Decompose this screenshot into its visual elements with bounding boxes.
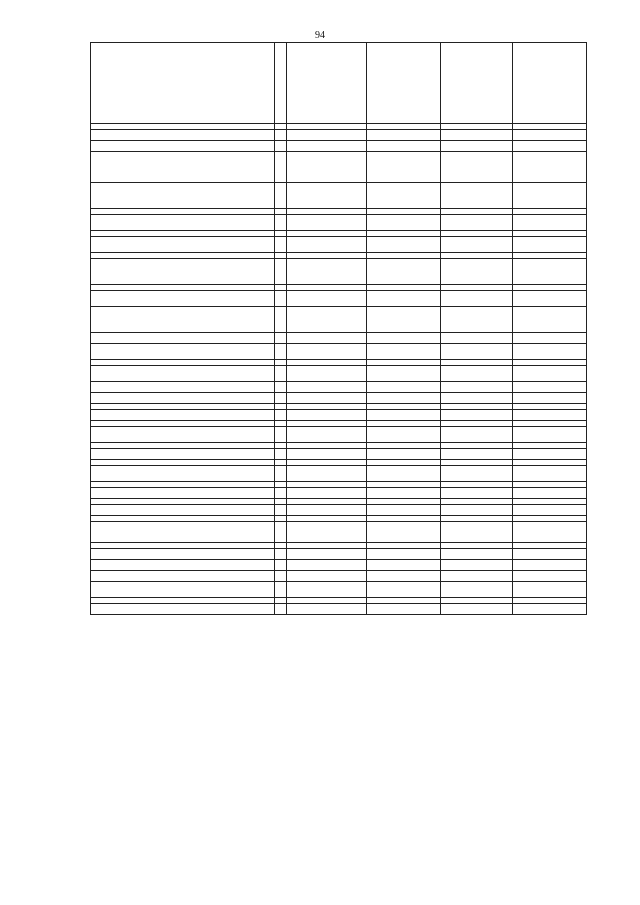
table-cell	[513, 130, 587, 141]
table-cell	[275, 291, 287, 307]
table-cell	[441, 488, 513, 499]
table-cell	[91, 604, 275, 615]
table-cell	[513, 43, 587, 124]
table-row	[91, 466, 587, 482]
table-cell	[441, 333, 513, 344]
table-cell	[287, 141, 367, 152]
table-row	[91, 333, 587, 344]
table-cell	[513, 152, 587, 183]
table-row	[91, 427, 587, 443]
table-cell	[91, 215, 275, 231]
table-cell	[91, 582, 275, 598]
table-cell	[275, 130, 287, 141]
table-cell	[275, 259, 287, 285]
table-cell	[513, 382, 587, 393]
table-cell	[441, 522, 513, 543]
table-cell	[513, 427, 587, 443]
table-cell	[441, 449, 513, 460]
table-row	[91, 152, 587, 183]
table-cell	[91, 488, 275, 499]
table-cell	[91, 344, 275, 360]
table-cell	[275, 393, 287, 404]
table-cell	[441, 307, 513, 333]
table-cell	[287, 291, 367, 307]
table-cell	[367, 43, 441, 124]
table-row	[91, 582, 587, 598]
table-cell	[91, 307, 275, 333]
table-cell	[441, 152, 513, 183]
table-cell	[287, 43, 367, 124]
table-cell	[287, 130, 367, 141]
table-cell	[513, 410, 587, 421]
table-cell	[275, 183, 287, 209]
table-row	[91, 130, 587, 141]
table-row	[91, 215, 587, 231]
table-cell	[513, 522, 587, 543]
table-cell	[287, 344, 367, 360]
table-cell	[441, 344, 513, 360]
table-cell	[367, 582, 441, 598]
table-cell	[287, 449, 367, 460]
table-row	[91, 382, 587, 393]
table-cell	[287, 522, 367, 543]
table-cell	[91, 130, 275, 141]
table-cell	[287, 505, 367, 516]
table-cell	[287, 366, 367, 382]
table-cell	[275, 333, 287, 344]
table-cell	[367, 488, 441, 499]
table-cell	[513, 488, 587, 499]
table-cell	[513, 393, 587, 404]
table-cell	[367, 410, 441, 421]
table-cell	[287, 215, 367, 231]
table-cell	[91, 560, 275, 571]
table-row	[91, 393, 587, 404]
table-cell	[91, 410, 275, 421]
table-row	[91, 366, 587, 382]
table-cell	[275, 427, 287, 443]
table-cell	[91, 571, 275, 582]
table-cell	[275, 449, 287, 460]
table-cell	[441, 466, 513, 482]
table-cell	[275, 604, 287, 615]
table-row	[91, 522, 587, 543]
table-cell	[367, 307, 441, 333]
table-cell	[367, 604, 441, 615]
table-cell	[513, 259, 587, 285]
table-cell	[367, 344, 441, 360]
table-cell	[513, 307, 587, 333]
table-cell	[367, 215, 441, 231]
table-cell	[91, 237, 275, 253]
table-cell	[367, 522, 441, 543]
table-cell	[441, 582, 513, 598]
table-cell	[367, 130, 441, 141]
table-cell	[513, 505, 587, 516]
table-cell	[275, 571, 287, 582]
table-cell	[275, 366, 287, 382]
table-cell	[367, 449, 441, 460]
table-cell	[441, 604, 513, 615]
table-cell	[441, 215, 513, 231]
table-row	[91, 237, 587, 253]
table-cell	[91, 466, 275, 482]
table-cell	[367, 560, 441, 571]
table-cell	[367, 152, 441, 183]
table-cell	[513, 582, 587, 598]
budget-table	[90, 42, 587, 615]
table-cell	[91, 382, 275, 393]
table-cell	[275, 466, 287, 482]
table-cell	[275, 410, 287, 421]
table-row	[91, 291, 587, 307]
table-cell	[275, 382, 287, 393]
table-row	[91, 183, 587, 209]
table-cell	[287, 333, 367, 344]
table-cell	[441, 259, 513, 285]
table-cell	[275, 237, 287, 253]
table-cell	[513, 141, 587, 152]
table-cell	[91, 522, 275, 543]
table-cell	[441, 183, 513, 209]
table-row	[91, 344, 587, 360]
table-cell	[513, 549, 587, 560]
table-cell	[275, 344, 287, 360]
table-cell	[287, 604, 367, 615]
table-cell	[367, 393, 441, 404]
table-cell	[275, 560, 287, 571]
table-cell	[441, 410, 513, 421]
table-cell	[91, 333, 275, 344]
table-cell	[513, 604, 587, 615]
table-cell	[367, 505, 441, 516]
table-cell	[275, 152, 287, 183]
table-cell	[367, 141, 441, 152]
table-cell	[275, 582, 287, 598]
table-row	[91, 307, 587, 333]
table-cell	[441, 237, 513, 253]
table-cell	[513, 449, 587, 460]
table-row	[91, 505, 587, 516]
table-cell	[275, 307, 287, 333]
table-cell	[513, 571, 587, 582]
table-cell	[287, 307, 367, 333]
table-cell	[275, 141, 287, 152]
table-cell	[91, 43, 275, 124]
table-cell	[441, 141, 513, 152]
table-cell	[287, 549, 367, 560]
table-cell	[91, 152, 275, 183]
table-cell	[91, 259, 275, 285]
table-cell	[513, 237, 587, 253]
table-cell	[367, 333, 441, 344]
page-number: 94	[315, 30, 325, 41]
table-cell	[367, 259, 441, 285]
table-cell	[287, 237, 367, 253]
table-cell	[367, 549, 441, 560]
table-cell	[275, 488, 287, 499]
table-cell	[275, 522, 287, 543]
table-row	[91, 43, 587, 124]
table-cell	[91, 449, 275, 460]
table-cell	[275, 215, 287, 231]
table-row	[91, 488, 587, 499]
table-cell	[275, 43, 287, 124]
table-row	[91, 604, 587, 615]
table-cell	[441, 382, 513, 393]
table-cell	[513, 344, 587, 360]
table-row	[91, 549, 587, 560]
table-cell	[441, 571, 513, 582]
table-cell	[513, 215, 587, 231]
table-cell	[367, 366, 441, 382]
table-cell	[287, 582, 367, 598]
table-cell	[91, 505, 275, 516]
table-row	[91, 259, 587, 285]
table-cell	[287, 560, 367, 571]
table-cell	[275, 505, 287, 516]
table-cell	[91, 141, 275, 152]
table-cell	[513, 333, 587, 344]
table-cell	[91, 366, 275, 382]
table-cell	[367, 571, 441, 582]
table-row	[91, 141, 587, 152]
table-cell	[287, 466, 367, 482]
table-cell	[513, 466, 587, 482]
table-cell	[287, 152, 367, 183]
table-cell	[441, 549, 513, 560]
table-cell	[513, 183, 587, 209]
table-cell	[287, 427, 367, 443]
table-cell	[441, 43, 513, 124]
table-cell	[513, 560, 587, 571]
table-cell	[367, 466, 441, 482]
table-cell	[367, 382, 441, 393]
table-row	[91, 560, 587, 571]
table-cell	[441, 505, 513, 516]
table-cell	[287, 571, 367, 582]
table-cell	[367, 237, 441, 253]
table-cell	[367, 291, 441, 307]
table-cell	[287, 183, 367, 209]
table-cell	[513, 366, 587, 382]
table-row	[91, 410, 587, 421]
table-cell	[441, 427, 513, 443]
table-cell	[91, 393, 275, 404]
table-cell	[91, 291, 275, 307]
table-row	[91, 571, 587, 582]
table-cell	[91, 183, 275, 209]
table-cell	[275, 549, 287, 560]
table-cell	[441, 291, 513, 307]
table-row	[91, 449, 587, 460]
table-cell	[441, 366, 513, 382]
table-cell	[287, 382, 367, 393]
table-cell	[367, 183, 441, 209]
table-cell	[287, 259, 367, 285]
table-cell	[367, 427, 441, 443]
table-cell	[287, 410, 367, 421]
table-cell	[287, 488, 367, 499]
table-cell	[91, 427, 275, 443]
table-cell	[441, 130, 513, 141]
table-cell	[441, 393, 513, 404]
table-body	[91, 43, 587, 615]
table-cell	[91, 549, 275, 560]
table-cell	[441, 560, 513, 571]
table-cell	[513, 291, 587, 307]
table-cell	[287, 393, 367, 404]
